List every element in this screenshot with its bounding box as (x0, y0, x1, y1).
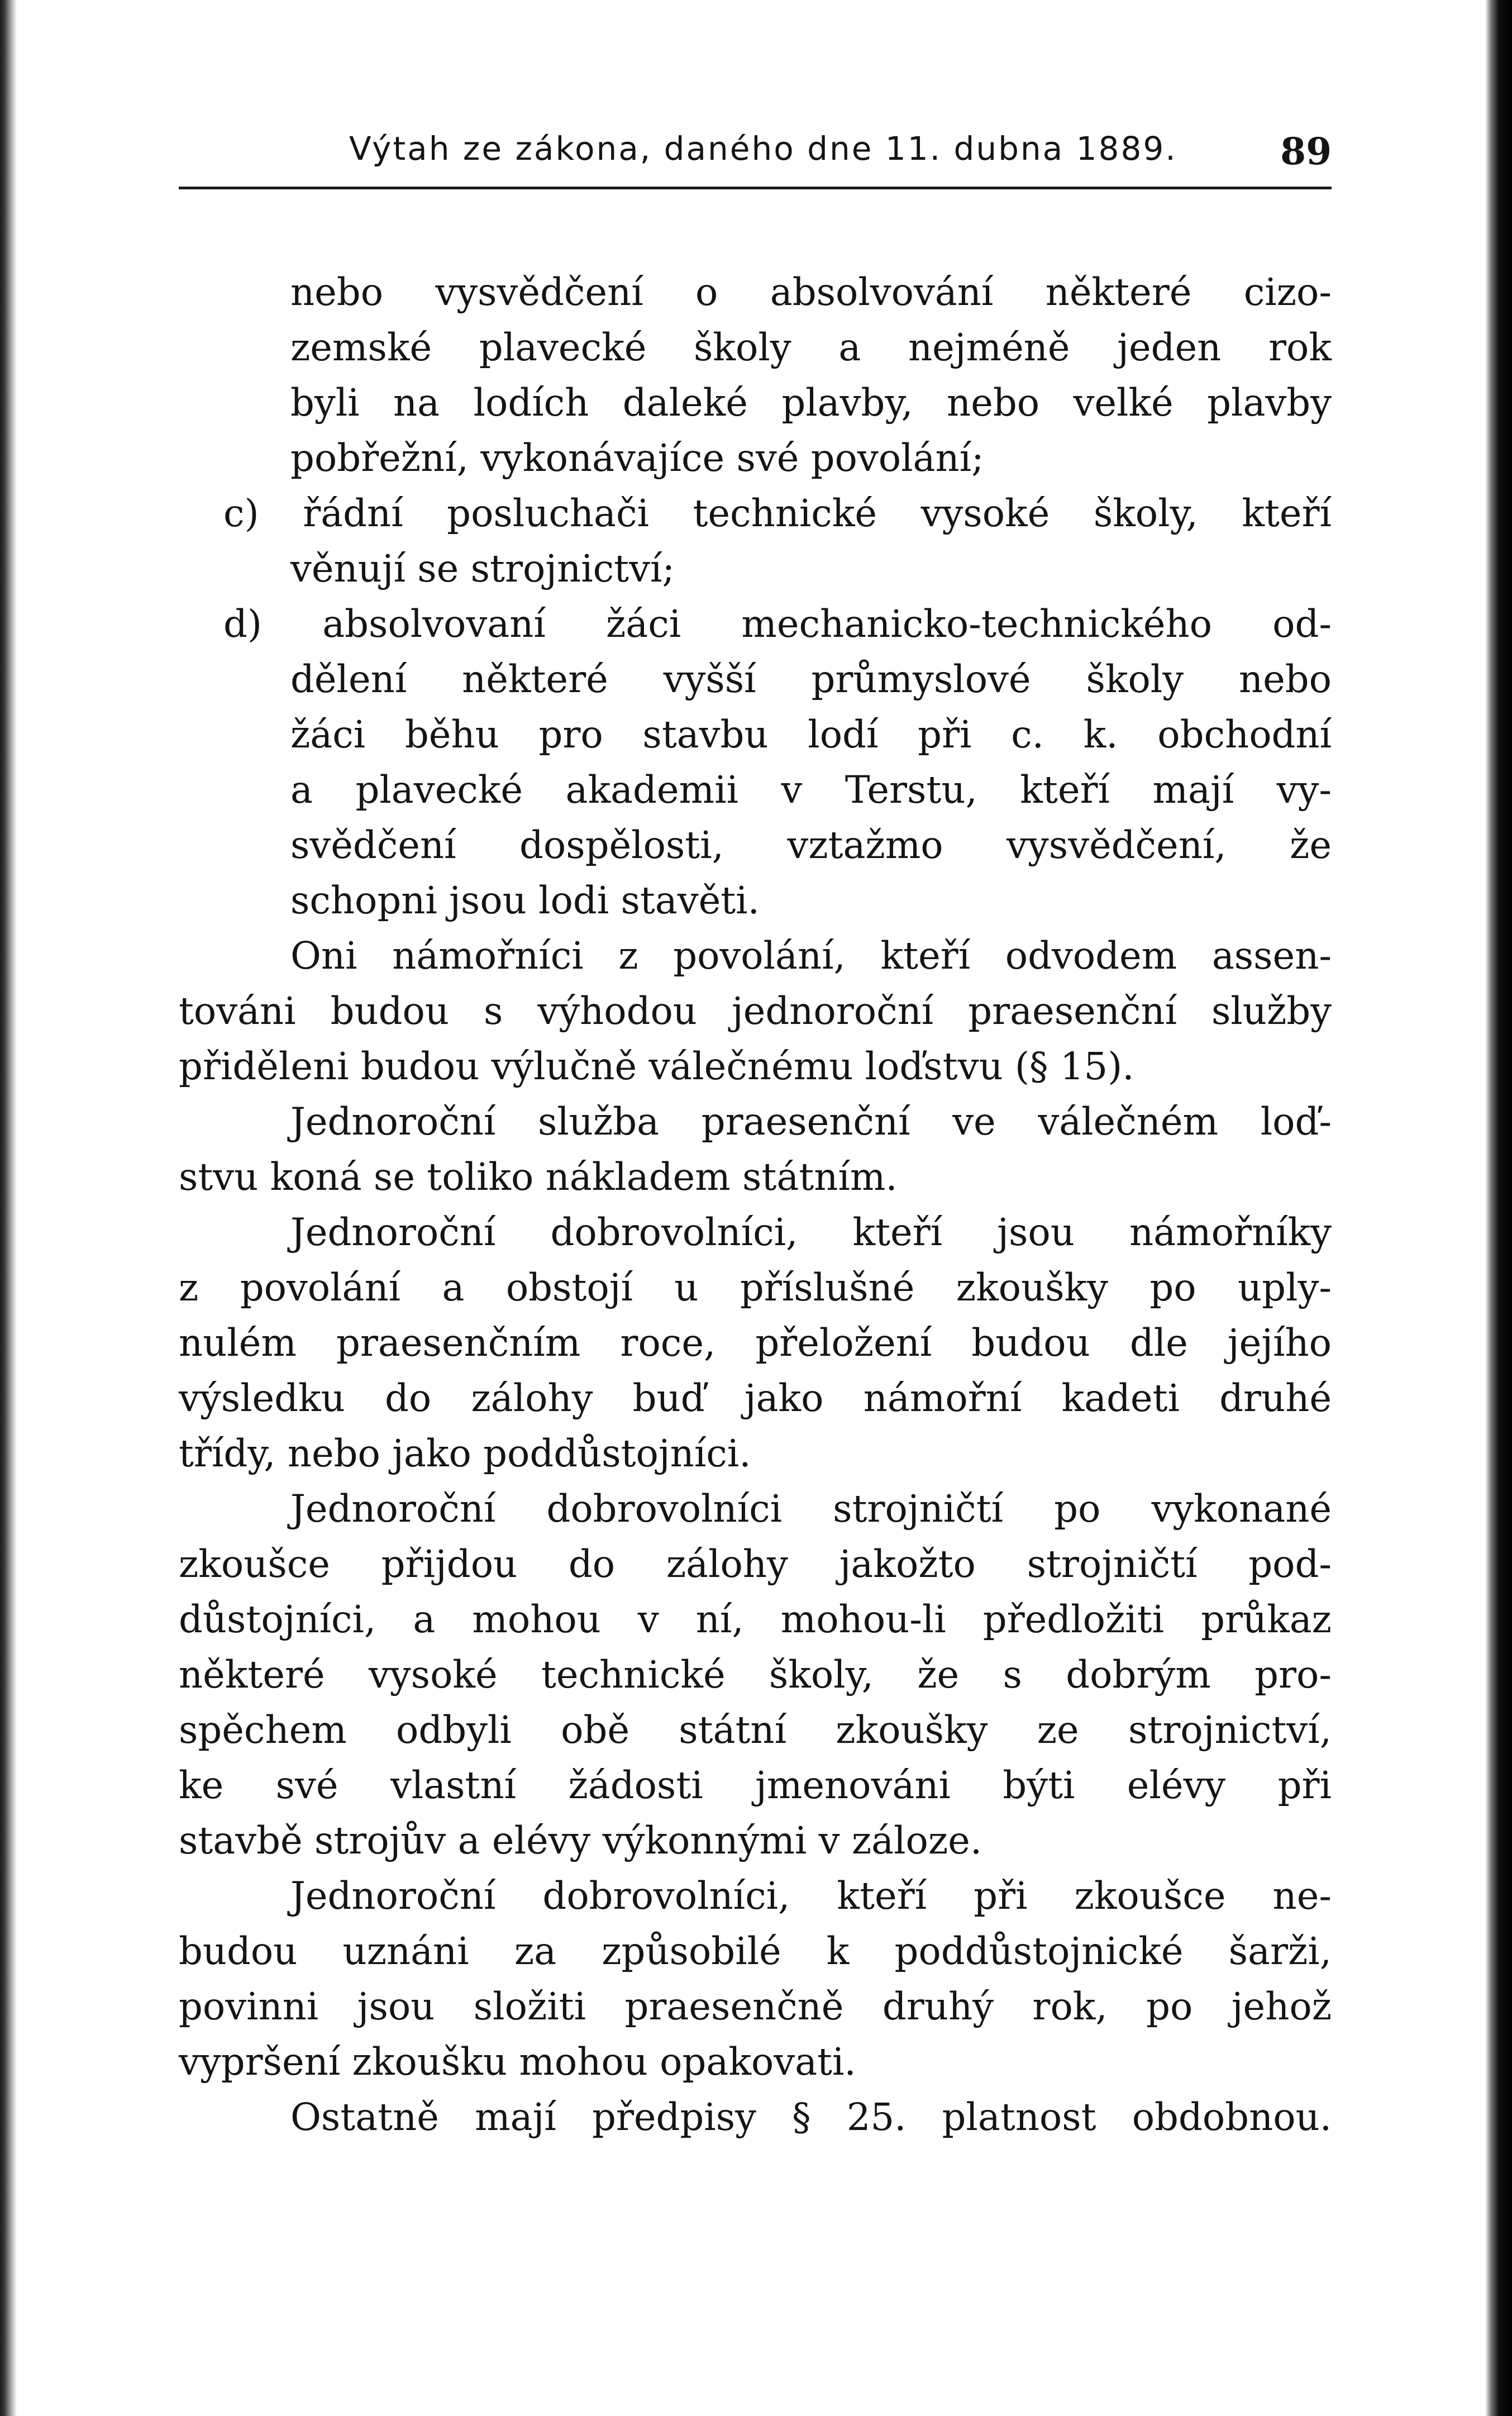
text-line: schopni jsou lodi stavěti. (290, 879, 760, 922)
paragraph-start: Jednoroční služba praesenční ve válečném loď- (290, 1100, 1332, 1143)
body-text (179, 265, 1332, 2145)
running-title: Výtah ze zákona, daného dne 11. dubna 1889. (349, 130, 1177, 168)
running-head (179, 130, 1332, 183)
text-line: důstojníci, a mohou v ní, mohou-li předložiti průkaz (179, 1598, 1332, 1641)
paragraph-start: Oni námořníci z povolání, kteří odvodem assen- (290, 934, 1332, 978)
text-line: svědčení dospělosti, vztažmo vysvědčení, že (290, 823, 1332, 867)
paragraph-start: Jednoroční dobrovolníci, kteří při zkoušce ne- (290, 1874, 1332, 1918)
list-item-c: c) řádní posluchači technické vysoké školy, kteří (223, 492, 1332, 535)
text-line: z povolání a obstojí u příslušné zkoušky po uply- (179, 1266, 1332, 1309)
text-line: pobřežní, vykonávajíce své povolání; (290, 436, 984, 480)
text-line: spěchem odbyli obě státní zkoušky ze strojnictví, (179, 1708, 1332, 1752)
text-line: třídy, nebo jako poddůstojníci. (179, 1432, 751, 1475)
text-line: žáci běhu pro stavbu lodí při c. k. obchodní (290, 713, 1332, 756)
text-line: stvu koná se toliko nákladem státním. (179, 1155, 898, 1199)
text-line: nebo vysvědčení o absolvování některé cizo- (290, 270, 1332, 314)
header-rule (179, 187, 1332, 189)
scan-border-left (0, 0, 17, 2416)
text-line: budou uznáni za způsobilé k poddůstojnické šarži, (179, 1929, 1332, 1973)
text-line: věnují se strojnictví; (290, 547, 675, 590)
text-line: továni budou s výhodou jednoroční praesenční služby (179, 989, 1332, 1033)
text-line: stavbě strojův a elévy výkonnými v záloze. (179, 1819, 982, 1862)
list-item-d: d) absolvovaní žáci mechanicko-technického od- (223, 602, 1332, 646)
text-line: některé vysoké technické školy, že s dobrým pro- (179, 1653, 1332, 1697)
text-line: přiděleni budou výlučně válečnému loďstvu (§ 15). (179, 1045, 1134, 1088)
text-line: dělení některé vyšší průmyslové školy nebo (290, 657, 1332, 701)
text-line: ke své vlastní žádosti jmenováni býti elévy při (179, 1764, 1332, 1807)
text-line: zkoušce přijdou do zálohy jakožto strojničtí pod- (179, 1542, 1332, 1586)
text-line: byli na lodích daleké plavby, nebo velké plavby (290, 381, 1332, 425)
text-line: povinni jsou složiti praesenčně druhý rok, po jehož (179, 1985, 1332, 2028)
scan-border-right (1485, 0, 1512, 2416)
paragraph-start: Jednoroční dobrovolníci, kteří jsou námořníky (290, 1211, 1332, 1254)
text-line: výsledku do zálohy buď jako námořní kadeti druhé (179, 1376, 1332, 1420)
page-number: 89 (1280, 130, 1332, 173)
text-line: nulém praesenčním roce, přeložení budou dle jejího (179, 1321, 1332, 1365)
text-line: vypršení zkoušku mohou opakovati. (179, 2040, 856, 2084)
text-line: a plavecké akademii v Terstu, kteří mají vy- (290, 768, 1332, 812)
book-page (179, 130, 1332, 2139)
paragraph-start: Ostatně mají předpisy § 25. platnost obdobnou. (290, 2095, 1332, 2139)
paragraph-start: Jednoroční dobrovolníci strojničtí po vykonané (290, 1487, 1332, 1531)
text-line: zemské plavecké školy a nejméně jeden rok (290, 326, 1332, 369)
